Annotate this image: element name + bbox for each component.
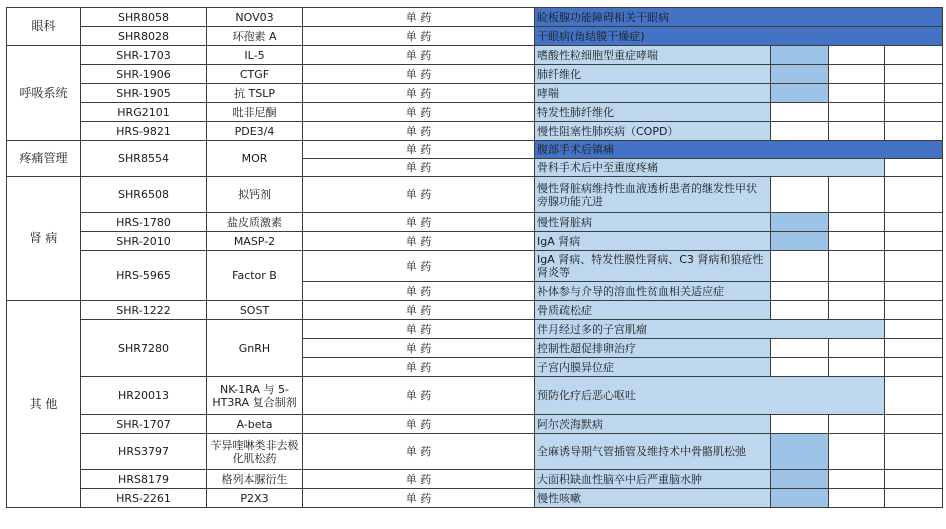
target-cell: 抗 TSLP	[207, 84, 303, 103]
code-cell: SHR-1906	[81, 65, 207, 84]
table-row	[7, 177, 943, 213]
indication-cell: 补体参与介导的溶血性贫血相关适应症	[535, 282, 771, 301]
type-cell: 单 药	[303, 434, 535, 470]
type-cell: 单 药	[303, 84, 535, 103]
target-cell: Factor B	[207, 251, 303, 301]
type-cell: 单 药	[303, 232, 535, 251]
indication-cell: 子宫内膜异位症	[535, 358, 771, 377]
stage-cell	[885, 415, 943, 434]
code-cell: HRS-5965	[81, 251, 207, 301]
stage-cell	[829, 122, 885, 141]
stage-cell	[829, 103, 885, 122]
stage-bar	[771, 232, 829, 251]
indication-cell: 肺纤维化	[535, 65, 771, 84]
type-cell: 单 药	[303, 103, 535, 122]
pipeline-table	[6, 7, 943, 508]
stage-cell	[885, 232, 943, 251]
indication-cell: 干眼病(角结膜干燥症)	[535, 27, 943, 46]
code-cell: SHR6508	[81, 177, 207, 213]
target-cell: A-beta	[207, 415, 303, 434]
stage-cell	[829, 65, 885, 84]
stage-cell	[885, 122, 943, 141]
type-cell: 单 药	[303, 8, 535, 27]
code-cell: SHR8554	[81, 141, 207, 177]
indication-cell: 哮喘	[535, 84, 771, 103]
indication-cell: 慢性咳嗽	[535, 489, 771, 508]
indication-cell: 阿尔茨海默病	[535, 415, 771, 434]
table-row	[7, 8, 943, 27]
code-cell: HRS-1780	[81, 213, 207, 232]
indication-cell: 大面积缺血性脑卒中后严重脑水肿	[535, 470, 771, 489]
indication-cell: 骨质疏松症	[535, 301, 771, 320]
stage-cell	[885, 251, 943, 282]
stage-cell	[829, 470, 885, 489]
indication-cell: IgA 肾病	[535, 232, 771, 251]
indication-cell: IgA 肾病、特发性膜性肾病、C3 肾病和狼疮性肾炎等	[535, 251, 771, 282]
stage-bar	[771, 470, 829, 489]
stage-cell	[829, 46, 885, 65]
type-cell: 单 药	[303, 177, 535, 213]
stage-cell	[885, 159, 943, 177]
type-cell: 单 药	[303, 159, 535, 177]
table-row	[7, 470, 943, 489]
target-cell: 苄异喹啉类非去极化肌松药	[207, 434, 303, 470]
code-cell: HRG2101	[81, 103, 207, 122]
target-cell: 拟钙剂	[207, 177, 303, 213]
stage-cell	[829, 489, 885, 508]
code-cell: SHR7280	[81, 320, 207, 377]
stage-bar	[771, 46, 829, 65]
stage-bar	[771, 489, 829, 508]
table-row	[7, 232, 943, 251]
stage-cell	[885, 339, 943, 358]
target-cell: MASP-2	[207, 232, 303, 251]
stage-cell	[885, 177, 943, 213]
table-row	[7, 65, 943, 84]
stage-cell	[885, 46, 943, 65]
table-row	[7, 213, 943, 232]
target-cell: SOST	[207, 301, 303, 320]
type-cell: 单 药	[303, 320, 535, 339]
stage-bar	[771, 65, 829, 84]
table-row	[7, 27, 943, 46]
table-row	[7, 141, 943, 159]
table-row	[7, 320, 943, 339]
stage-cell	[829, 213, 885, 232]
target-cell: NOV03	[207, 8, 303, 27]
table-row	[7, 103, 943, 122]
type-cell: 单 药	[303, 141, 535, 159]
type-cell: 单 药	[303, 415, 535, 434]
code-cell: SHR8058	[81, 8, 207, 27]
type-cell: 单 药	[303, 377, 535, 415]
stage-cell	[829, 232, 885, 251]
target-cell: PDE3/4	[207, 122, 303, 141]
stage-cell	[771, 415, 829, 434]
stage-cell	[885, 282, 943, 301]
stage-cell	[829, 177, 885, 213]
stage-cell	[829, 434, 885, 470]
category-cell: 疼痛管理	[7, 141, 81, 177]
stage-cell	[885, 103, 943, 122]
stage-cell	[829, 282, 885, 301]
target-cell: 格列本脲衍生	[207, 470, 303, 489]
code-cell: SHR-1905	[81, 84, 207, 103]
indication-cell: 伴月经过多的子宫肌瘤	[535, 320, 885, 339]
indication-cell: 特发性肺纤维化	[535, 103, 771, 122]
stage-cell	[771, 103, 829, 122]
stage-cell	[885, 489, 943, 508]
stage-cell	[829, 358, 885, 377]
indication-cell: 骨科手术后中至重度疼痛	[535, 159, 885, 177]
stage-bar	[771, 213, 829, 232]
stage-cell	[771, 251, 829, 282]
stage-cell	[885, 358, 943, 377]
stage-cell	[885, 65, 943, 84]
stage-cell	[885, 213, 943, 232]
target-cell: P2X3	[207, 489, 303, 508]
target-cell: GnRH	[207, 320, 303, 377]
stage-cell	[829, 415, 885, 434]
stage-cell	[885, 377, 943, 415]
table-row	[7, 434, 943, 470]
type-cell: 单 药	[303, 27, 535, 46]
type-cell: 单 药	[303, 358, 535, 377]
table-row	[7, 251, 943, 282]
category-cell: 眼科	[7, 8, 81, 46]
code-cell: SHR-1703	[81, 46, 207, 65]
stage-cell	[829, 251, 885, 282]
type-cell: 单 药	[303, 65, 535, 84]
table-row	[7, 377, 943, 415]
indication-cell: 预防化疗后恶心呕吐	[535, 377, 885, 415]
target-cell: NK-1RA 与 5-HT3RA 复合制剂	[207, 377, 303, 415]
indication-cell: 控制性超促排卵治疗	[535, 339, 771, 358]
stage-cell	[771, 358, 829, 377]
type-cell: 单 药	[303, 301, 535, 320]
target-cell: 盐皮质激素	[207, 213, 303, 232]
type-cell: 单 药	[303, 213, 535, 232]
stage-cell	[771, 282, 829, 301]
type-cell: 单 药	[303, 122, 535, 141]
type-cell: 单 药	[303, 282, 535, 301]
indication-cell: 慢性肾脏病维持性血液透析患者的继发性甲状旁腺功能亢进	[535, 177, 771, 213]
type-cell: 单 药	[303, 339, 535, 358]
stage-cell	[885, 434, 943, 470]
stage-cell	[885, 320, 943, 339]
category-cell: 其 他	[7, 301, 81, 508]
table-row	[7, 122, 943, 141]
stage-cell	[885, 470, 943, 489]
stage-cell	[885, 84, 943, 103]
code-cell: SHR8028	[81, 27, 207, 46]
stage-bar	[771, 84, 829, 103]
target-cell: 环孢素 A	[207, 27, 303, 46]
stage-cell	[771, 122, 829, 141]
code-cell: SHR-1707	[81, 415, 207, 434]
indication-cell: 全麻诱导期气管插管及维持术中骨骼肌松弛	[535, 434, 771, 470]
indication-cell: 腹部手术后镇痛	[535, 141, 943, 159]
target-cell: CTGF	[207, 65, 303, 84]
type-cell: 单 药	[303, 489, 535, 508]
code-cell: HRS-2261	[81, 489, 207, 508]
code-cell: HRS3797	[81, 434, 207, 470]
target-cell: 吡非尼酮	[207, 103, 303, 122]
code-cell: HRS8179	[81, 470, 207, 489]
category-cell: 肾 病	[7, 177, 81, 301]
target-cell: IL-5	[207, 46, 303, 65]
type-cell: 单 药	[303, 46, 535, 65]
stage-cell	[829, 84, 885, 103]
stage-cell	[829, 339, 885, 358]
stage-cell	[771, 339, 829, 358]
code-cell: SHR-1222	[81, 301, 207, 320]
indication-cell: 嗜酸性粒细胞型重症哮喘	[535, 46, 771, 65]
table-row	[7, 46, 943, 65]
code-cell: SHR-2010	[81, 232, 207, 251]
table-row	[7, 489, 943, 508]
type-cell: 单 药	[303, 470, 535, 489]
indication-cell: 慢性肾脏病	[535, 213, 771, 232]
table-row	[7, 415, 943, 434]
table-row	[7, 301, 943, 320]
stage-bar	[771, 434, 829, 470]
stage-cell	[771, 301, 829, 320]
code-cell: HRS-9821	[81, 122, 207, 141]
stage-cell	[885, 301, 943, 320]
type-cell: 单 药	[303, 251, 535, 282]
code-cell: HR20013	[81, 377, 207, 415]
table-row	[7, 84, 943, 103]
indication-cell: 慢性阻塞性肺疾病（COPD）	[535, 122, 771, 141]
stage-cell	[829, 301, 885, 320]
category-cell: 呼吸系统	[7, 46, 81, 141]
target-cell: MOR	[207, 141, 303, 177]
stage-cell	[771, 177, 829, 213]
indication-cell: 睑板腺功能障碍相关干眼病	[535, 8, 943, 27]
